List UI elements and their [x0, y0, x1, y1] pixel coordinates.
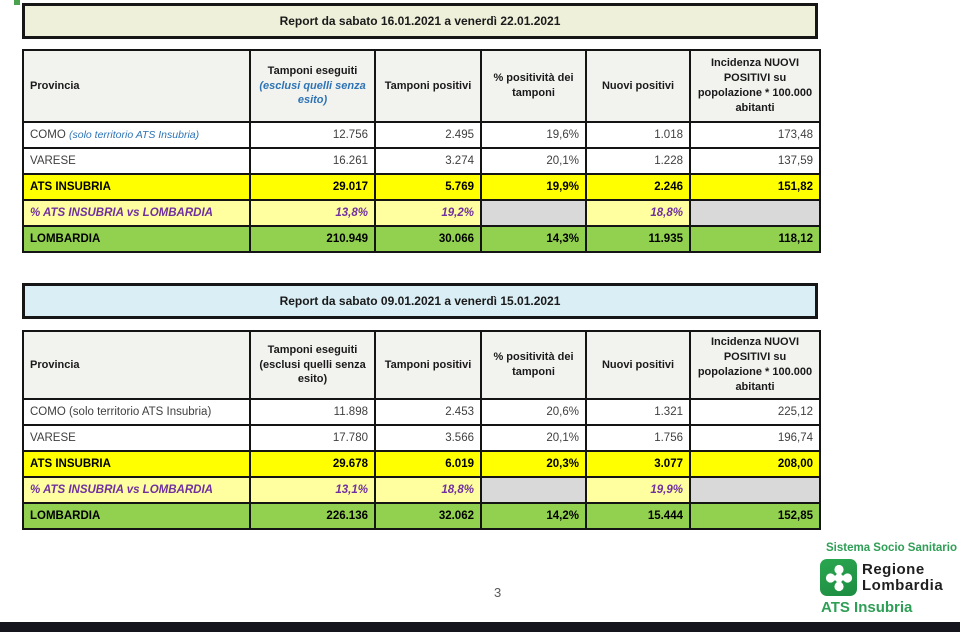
- cell-incidenza: 118,12: [690, 226, 820, 252]
- cell-tamponi-positivi: 30.066: [375, 226, 481, 252]
- sistema-socio-sanitario-label: Sistema Socio Sanitario: [825, 542, 957, 554]
- cell-tamponi-eseguiti: 17.780: [250, 425, 375, 451]
- cell-tamponi-positivi: 18,8%: [375, 477, 481, 503]
- row-label: [23, 122, 250, 148]
- cell-nuovi-positivi: 11.935: [586, 226, 690, 252]
- header-row: [23, 50, 820, 122]
- cell-incidenza: 137,59: [690, 148, 820, 174]
- col-incidenza: Incidenza NUOVI POSITIVI su popolazione * 100.000 abitanti: [690, 50, 820, 122]
- row-label: COMO (solo territorio ATS Insubria): [23, 399, 250, 425]
- cell-nuovi-positivi: 1.228: [586, 148, 690, 174]
- cell-tamponi-positivi: 2.495: [375, 122, 481, 148]
- row-percent-vs-lombardia: [23, 200, 820, 226]
- row-label: % ATS INSUBRIA vs LOMBARDIA: [23, 200, 250, 226]
- cell-tamponi-positivi: 5.769: [375, 174, 481, 200]
- row-como: [23, 122, 820, 148]
- row-label: VARESE: [23, 148, 250, 174]
- row-label-note: (solo territorio ATS Insubria): [68, 129, 200, 141]
- cell-tamponi-eseguiti: 13,8%: [250, 200, 375, 226]
- row-lombardia: [23, 503, 820, 529]
- col-incidenza: Incidenza NUOVI POSITIVI su popolazione * 100.000 abitanti: [690, 331, 820, 399]
- row-label: % ATS INSUBRIA vs LOMBARDIA: [23, 477, 250, 503]
- col-tamponi-eseguiti: [250, 50, 375, 122]
- cell-incidenza: 196,74: [690, 425, 820, 451]
- cell-perc-positivita: 20,1%: [481, 425, 586, 451]
- regione-line: Regione: [862, 561, 925, 578]
- cell-nuovi-positivi: 2.246: [586, 174, 690, 200]
- col-perc-positivita: % positività dei tamponi: [481, 50, 586, 122]
- report-2-table: [22, 330, 821, 530]
- cell-tamponi-positivi: 6.019: [375, 451, 481, 477]
- cell-incidenza: 152,85: [690, 503, 820, 529]
- cell-incidenza: 173,48: [690, 122, 820, 148]
- cell-tamponi-eseguiti: 11.898: [250, 399, 375, 425]
- col-tamponi-positivi: Tamponi positivi: [375, 50, 481, 122]
- ats-insubria-label: ATS Insubria: [821, 599, 913, 616]
- cell-tamponi-eseguiti: 12.756: [250, 122, 375, 148]
- header-row: [23, 331, 820, 399]
- row-percent-vs-lombardia: [23, 477, 820, 503]
- cell-perc-positivita: 20,1%: [481, 148, 586, 174]
- col-tamponi-positivi: Tamponi positivi: [375, 331, 481, 399]
- cell-nuovi-positivi: 15.444: [586, 503, 690, 529]
- cell-incidenza: 225,12: [690, 399, 820, 425]
- row-label: LOMBARDIA: [23, 503, 250, 529]
- report-2-banner: [22, 283, 818, 319]
- cell-tamponi-positivi: 32.062: [375, 503, 481, 529]
- row-label: VARESE: [23, 425, 250, 451]
- col-tamponi-sub: (esclusi quelli senza esito): [259, 358, 366, 386]
- col-tamponi-sub: (esclusi quelli senza esito): [259, 79, 366, 107]
- col-tamponi-eseguiti: [250, 331, 375, 399]
- col-nuovi-positivi: Nuovi positivi: [586, 50, 690, 122]
- cell-incidenza: 151,82: [690, 174, 820, 200]
- cell-perc-positivita: 19,9%: [481, 174, 586, 200]
- cell-nuovi-positivi: 19,9%: [586, 477, 690, 503]
- cell-tamponi-eseguiti: 29.678: [250, 451, 375, 477]
- row-varese: [23, 148, 820, 174]
- cell-incidenza: 208,00: [690, 451, 820, 477]
- row-ats-insubria: [23, 451, 820, 477]
- cell-perc-positivita-empty: [481, 200, 586, 226]
- cell-tamponi-positivi: 2.453: [375, 399, 481, 425]
- cell-tamponi-positivi: 19,2%: [375, 200, 481, 226]
- row-varese: [23, 425, 820, 451]
- col-tamponi-main: Tamponi eseguiti: [267, 343, 358, 356]
- cell-tamponi-positivi: 3.274: [375, 148, 481, 174]
- page-number: 3: [494, 585, 502, 600]
- col-nuovi-positivi: Nuovi positivi: [586, 331, 690, 399]
- report-2-title: Report da sabato 09.01.2021 a venerdì 15.01.2021: [279, 294, 561, 308]
- cell-incidenza-empty: [690, 200, 820, 226]
- cell-perc-positivita: 20,3%: [481, 451, 586, 477]
- row-como: [23, 399, 820, 425]
- row-label-text: COMO: [30, 129, 66, 141]
- cell-tamponi-eseguiti: 16.261: [250, 148, 375, 174]
- cell-tamponi-eseguiti: 29.017: [250, 174, 375, 200]
- report-1-banner: [22, 3, 818, 39]
- cell-nuovi-positivi: 1.756: [586, 425, 690, 451]
- cell-tamponi-positivi: 3.566: [375, 425, 481, 451]
- col-provincia: Provincia: [23, 331, 250, 399]
- cell-perc-positivita: 14,3%: [481, 226, 586, 252]
- col-perc-positivita: % positività dei tamponi: [481, 331, 586, 399]
- col-provincia: Provincia: [23, 50, 250, 122]
- bottom-letterbox-bar: [0, 622, 960, 632]
- cell-tamponi-eseguiti: 210.949: [250, 226, 375, 252]
- row-label: ATS INSUBRIA: [23, 174, 250, 200]
- row-label: ATS INSUBRIA: [23, 451, 250, 477]
- col-tamponi-main: Tamponi eseguiti: [267, 64, 358, 77]
- regione-lombardia-wordmark: [862, 562, 943, 594]
- row-ats-insubria: [23, 174, 820, 200]
- cell-nuovi-positivi: 18,8%: [586, 200, 690, 226]
- cell-nuovi-positivi: 1.018: [586, 122, 690, 148]
- cell-perc-positivita-empty: [481, 477, 586, 503]
- cell-perc-positivita: 14,2%: [481, 503, 586, 529]
- row-lombardia: [23, 226, 820, 252]
- cell-incidenza-empty: [690, 477, 820, 503]
- cell-perc-positivita: 19,6%: [481, 122, 586, 148]
- regione-lombardia-logo: [820, 559, 857, 596]
- cell-nuovi-positivi: 1.321: [586, 399, 690, 425]
- rosa-camuna-icon: [824, 563, 854, 593]
- cell-perc-positivita: 20,6%: [481, 399, 586, 425]
- cell-tamponi-eseguiti: 226.136: [250, 503, 375, 529]
- row-label: LOMBARDIA: [23, 226, 250, 252]
- cell-tamponi-eseguiti: 13,1%: [250, 477, 375, 503]
- report-1-table: [22, 49, 821, 253]
- report-1-title: Report da sabato 16.01.2021 a venerdì 22.01.2021: [279, 14, 561, 28]
- video-artifact-dot: [14, 0, 20, 5]
- cell-nuovi-positivi: 3.077: [586, 451, 690, 477]
- lombardia-line: Lombardia: [862, 577, 944, 594]
